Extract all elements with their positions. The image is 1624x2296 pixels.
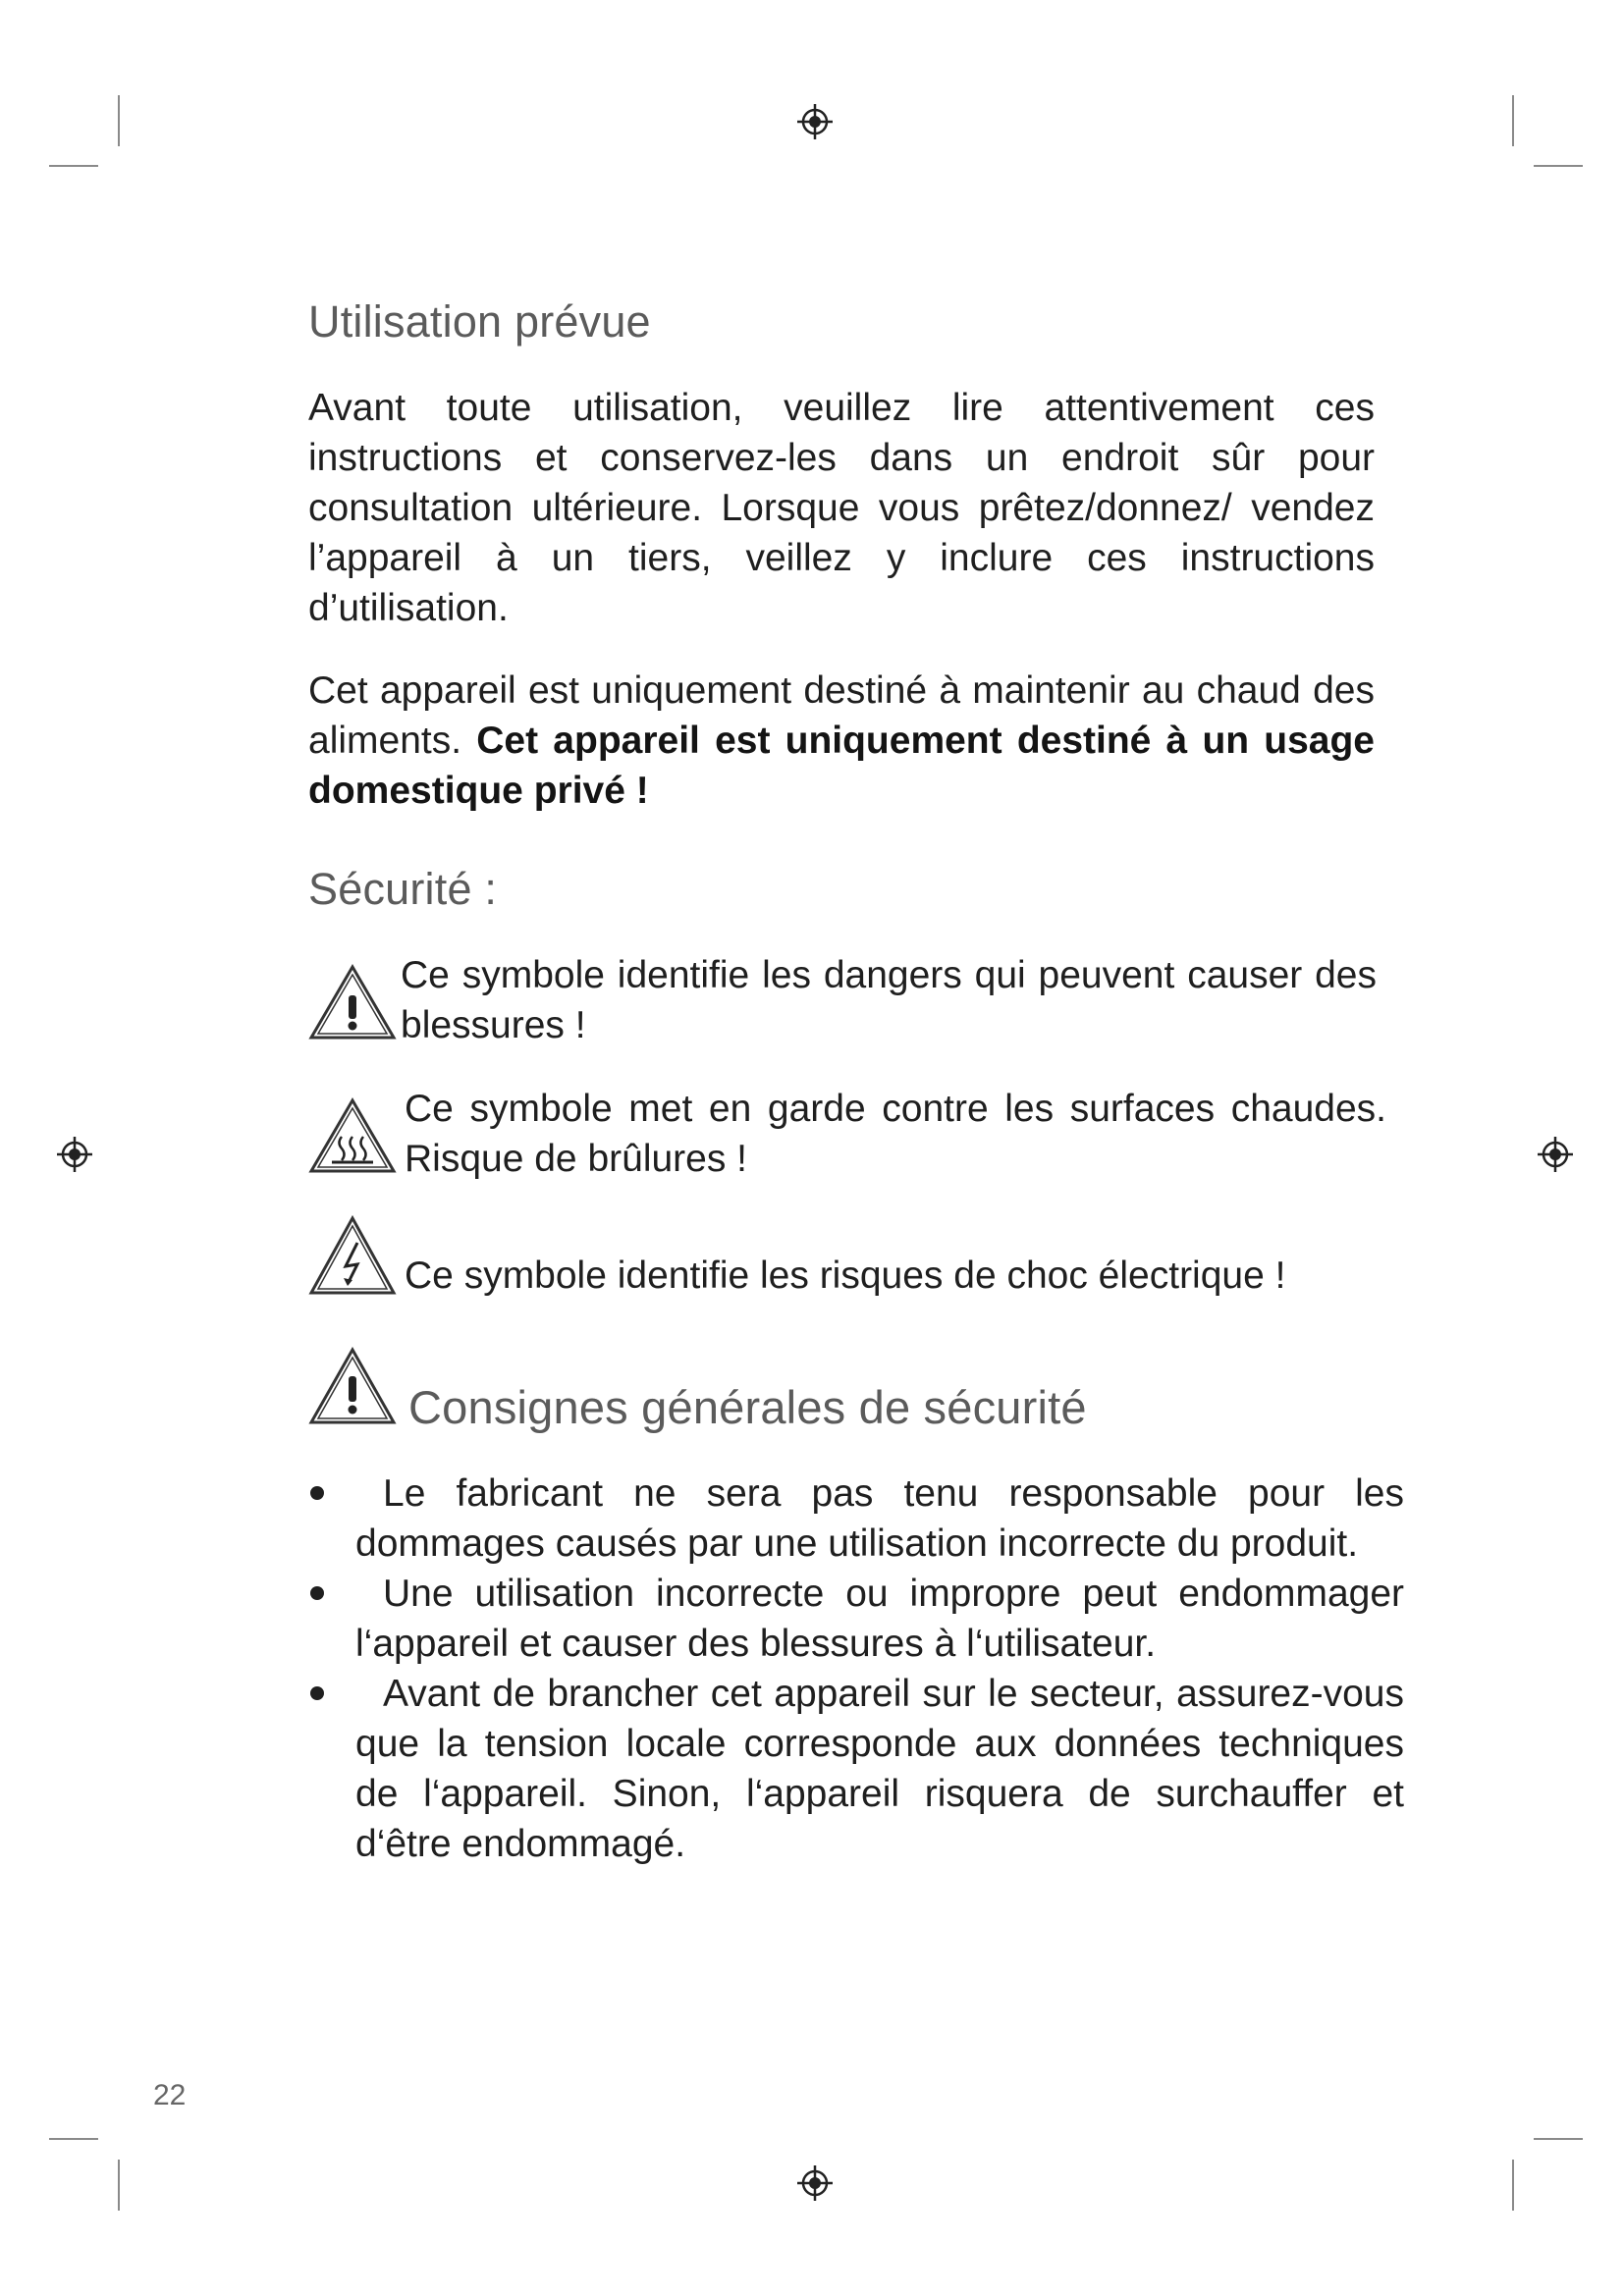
exclamation-warning-icon [308, 964, 397, 1041]
crop-mark [118, 95, 120, 146]
bullet-icon [310, 1586, 324, 1600]
intended-use-heading: Utilisation prévue [308, 296, 651, 347]
general-safety-list [308, 1468, 1404, 1869]
list-item-text: Avant de brancher cet appareil sur le secteur, assurez-vous que la tension locale corresponde aux données techniques de l‘appareil. Sinon, l‘appareil risquera de surchauffer et d‘être endommagé. [355, 1673, 1404, 1865]
security-section [308, 864, 1375, 915]
intended-use-text [308, 383, 1375, 633]
paragraph-2-bold: Cet appareil est uniquement destiné à un usage domestique privé ! [308, 720, 1375, 812]
list-item [308, 1569, 1404, 1669]
security-heading: Sécurité : [308, 864, 498, 914]
crop-mark [49, 165, 98, 167]
intended-use-paragraph-2 [308, 666, 1375, 816]
hot-surface-warning-icon [308, 1097, 397, 1174]
crop-mark [1512, 95, 1514, 146]
crop-mark [1512, 2160, 1514, 2211]
intended-use-paragraph-1: Avant toute utilisation, veuillez lire attentivement ces instructions et conservez-les dans un endroit sûr pour consultation ultérieure. Lorsque vous prêtez/donnez/ vendez l’appareil à un tiers, veillez y inclure ces instructions d’utilisation. [308, 387, 1375, 629]
page-number: 22 [153, 2079, 187, 2111]
registration-mark-icon [795, 2163, 835, 2203]
registration-mark-icon [55, 1135, 94, 1174]
registration-mark-icon [795, 102, 835, 141]
crop-mark [1534, 165, 1583, 167]
bullet-icon [310, 1686, 324, 1700]
electric-shock-warning-icon [308, 1215, 397, 1296]
list-item [308, 1468, 1404, 1569]
general-safety-header [308, 1347, 1388, 1445]
crop-mark [1534, 2138, 1583, 2140]
intended-use-text-2 [308, 666, 1375, 816]
crop-mark [118, 2160, 120, 2211]
list-item-text: Le fabricant ne sera pas tenu responsable pour les dommages causés par une utilisation incorrecte du produit. [355, 1472, 1404, 1565]
warning-electric-shock [308, 1215, 1388, 1313]
warning-injury-text: Ce symbole identifie les dangers qui peuvent causer des blessures ! [401, 954, 1377, 1046]
bullet-icon [310, 1486, 324, 1500]
list-item [308, 1669, 1404, 1869]
warning-hot-surface-text: Ce symbole met en garde contre les surfaces chaudes. Risque de brûlures ! [405, 1088, 1386, 1180]
warning-electric-shock-text: Ce symbole identifie les risques de choc électrique ! [405, 1255, 1286, 1297]
crop-mark [49, 2138, 98, 2140]
paragraph-2-normal: Cet appareil est uniquement destiné à maintenir au chaud des aliments. [308, 669, 1375, 762]
general-safety-heading: Consignes générales de sécurité [408, 1381, 1087, 1433]
warning-hot-surface [308, 1084, 1388, 1192]
warning-injury [308, 950, 1388, 1058]
registration-mark-icon [1536, 1135, 1575, 1174]
exclamation-warning-icon [308, 1347, 397, 1425]
intended-use-section [308, 296, 1375, 347]
list-item-text: Une utilisation incorrecte ou impropre peut endommager l‘appareil et causer des blessures à l‘utilisateur. [355, 1573, 1404, 1665]
